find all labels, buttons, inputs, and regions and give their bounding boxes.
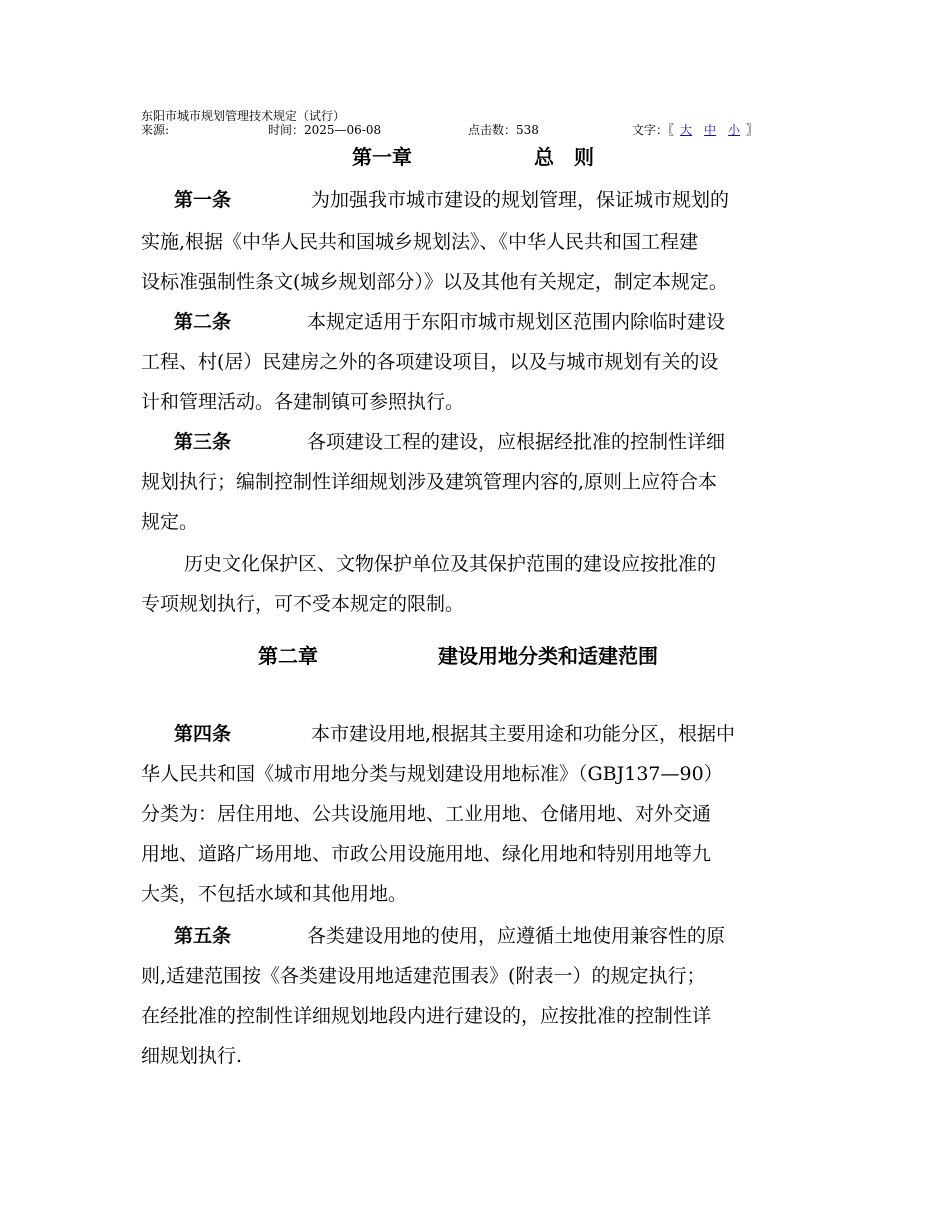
article-1-text: 为加强我市城市建设的规划管理，保证城市规划的: [311, 189, 730, 211]
chapter-1-title: 总 则: [534, 145, 594, 169]
article-4-line-3: 分类为：居住用地、公共设施用地、工业用地、仓储用地、对外交通: [141, 803, 712, 825]
chapter-1-number: 第一章: [352, 145, 412, 169]
article-3-line-1: [174, 430, 725, 454]
font-size-end: 〗: [746, 123, 759, 137]
article-4-text: 本市建设用地,根据其主要用途和功能分区，根据中: [311, 723, 736, 745]
article-3-para-2-line-1: 历史文化保护区、文物保护单位及其保护范围的建设应按批准的: [184, 553, 717, 575]
article-2-label: 第二条: [174, 311, 232, 333]
article-1-line-2: 实施,根据《中华人民共和国城乡规划法》、《中华人民共和国工程建: [141, 231, 699, 253]
article-5-text: 各类建设用地的使用，应遵循土地使用兼容性的原: [307, 925, 726, 947]
article-4-label: 第四条: [174, 723, 232, 745]
source-label: 来源:: [141, 123, 170, 137]
article-5-line-1: [174, 924, 725, 948]
chapter-2-number: 第二章: [258, 644, 318, 668]
article-2-line-1: [174, 310, 725, 334]
article-2-line-3: 计和管理活动。各建制镇可参照执行。: [141, 391, 465, 413]
article-3-para-2-line-2: 专项规划执行，可不受本规定的限制。: [141, 593, 465, 615]
article-5-line-2: 则,适建范围按《各类建设用地适建范围表》(附表一）的规定执行；: [141, 965, 706, 987]
article-3-line-2: 规划执行；编制控制性详细规划涉及建筑管理内容的,原则上应符合本: [141, 471, 718, 493]
article-2-line-2: 工程、村(居）民建房之外的各项建设项目，以及与城市规划有关的设: [141, 351, 719, 373]
article-4-line-5: 大类，不包括水域和其他用地。: [141, 883, 408, 905]
article-3-label: 第三条: [174, 431, 232, 453]
article-5-line-4: 细规划执行.: [141, 1045, 243, 1067]
document-title: 东阳市城市规划管理技术规定（试行）: [141, 109, 346, 123]
article-1-line-1: [174, 188, 729, 212]
publish-time: 时间：2025—06-08: [268, 123, 382, 137]
article-3-line-3: 规定。: [141, 511, 199, 533]
font-size-switcher: [632, 123, 758, 137]
hit-count: 点击数：538: [468, 123, 539, 137]
article-5-line-3: 在经批准的控制性详细规划地段内进行建设的，应按批准的控制性详: [141, 1005, 712, 1027]
article-4-line-2: 华人民共和国《城市用地分类与规划建设用地标准》（GBJ137—90）: [141, 763, 723, 785]
font-size-small-link[interactable]: 小: [728, 123, 741, 137]
chapter-2-title: 建设用地分类和适建范围: [438, 644, 658, 668]
font-size-large-link[interactable]: 大: [680, 123, 693, 137]
article-4-line-4: 用地、道路广场用地、市政公用设施用地、绿化用地和特别用地等九: [141, 843, 712, 865]
article-1-label: 第一条: [174, 189, 232, 211]
article-1-line-3: 设标准强制性条文(城乡规划部分）》以及其他有关规定，制定本规定。: [141, 271, 728, 293]
font-size-label: 文字：〖: [632, 123, 675, 137]
article-5-label: 第五条: [174, 925, 232, 947]
font-size-medium-link[interactable]: 中: [704, 123, 717, 137]
article-3-text: 各项建设工程的建设，应根据经批准的控制性详细: [307, 431, 726, 453]
article-4-line-1: [174, 722, 735, 746]
article-2-text: 本规定适用于东阳市城市规划区范围内除临时建设: [307, 311, 726, 333]
